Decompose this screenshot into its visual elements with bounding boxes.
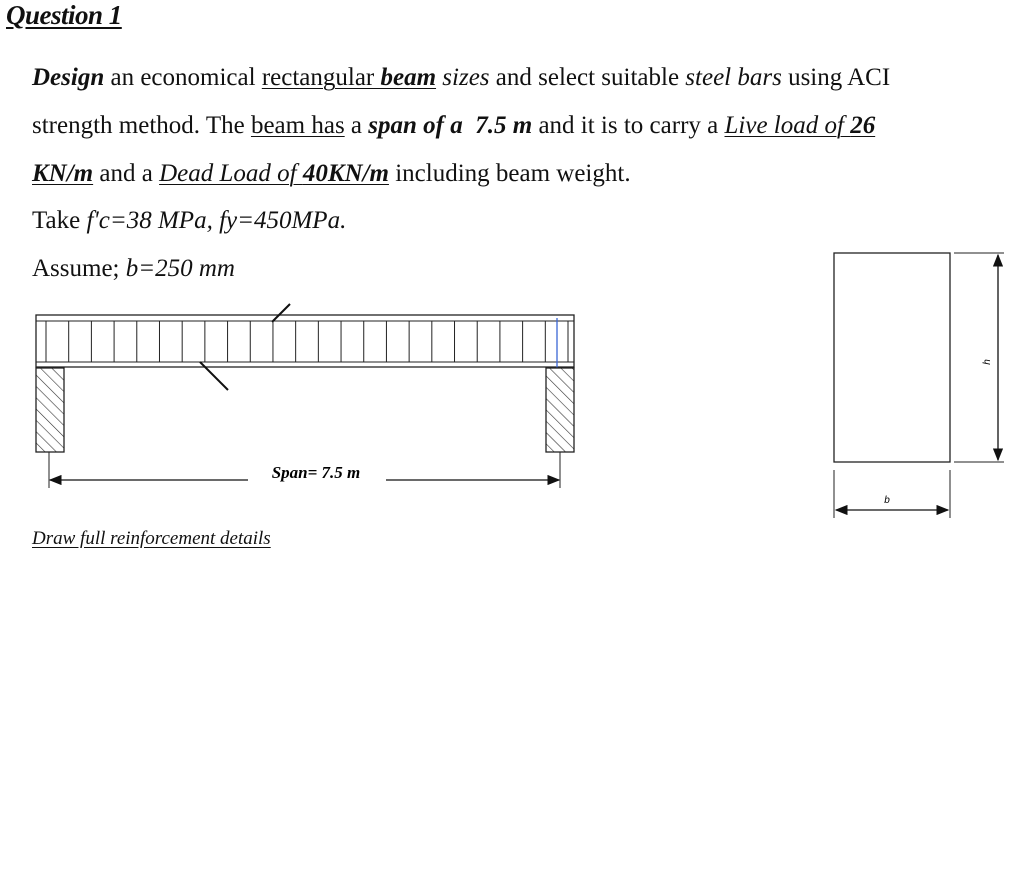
text-span: an economical — [104, 64, 262, 91]
text-span: span of a 7.5 m — [368, 112, 533, 139]
text-span: steel bars — [685, 64, 782, 91]
text-span: beam has — [250, 112, 345, 139]
text-span: sizes — [436, 64, 490, 91]
text-span: Live load of — [724, 112, 851, 139]
text-span: and it is to carry a — [532, 112, 725, 139]
text-span: and select suitable — [489, 64, 686, 91]
left-support — [36, 368, 64, 452]
text-span: Take — [32, 207, 87, 234]
text-span: including beam weight. — [388, 160, 631, 187]
section-outline — [834, 253, 950, 462]
b-label: b — [884, 495, 890, 506]
text-span: f'c=38 MPa, fy=450MPa. — [86, 207, 347, 234]
question-title: Question 1 — [6, 0, 122, 30]
draw-reinforcement-note: Draw full reinforcement details — [32, 528, 271, 549]
right-support — [546, 368, 574, 452]
text-span: KN/m — [32, 160, 94, 187]
beam-outline — [36, 315, 574, 367]
text-span: and a — [93, 160, 160, 187]
beam-diagram — [36, 304, 574, 488]
section-diagram — [834, 253, 1004, 518]
distributed-load-lines — [46, 321, 568, 362]
text-span: Dead Load of — [159, 160, 303, 187]
text-span: 40KN/m — [302, 160, 389, 187]
text-span: b=250 mm — [125, 255, 235, 282]
text-span: using ACI — [781, 64, 891, 91]
text-span: a — [344, 112, 369, 139]
pointer-stroke-top — [272, 304, 290, 322]
text-span: strength method. The — [32, 112, 251, 139]
h-label: h — [982, 359, 993, 365]
span-label: Span= 7.5 m — [271, 463, 361, 482]
design-word: Design — [32, 64, 105, 91]
pointer-stroke-bottom — [200, 362, 228, 390]
text-span: 26 — [850, 112, 876, 139]
text-span: Assume; — [32, 255, 126, 282]
text-span: rectangular — [261, 64, 381, 91]
text-span: beam — [380, 64, 437, 91]
